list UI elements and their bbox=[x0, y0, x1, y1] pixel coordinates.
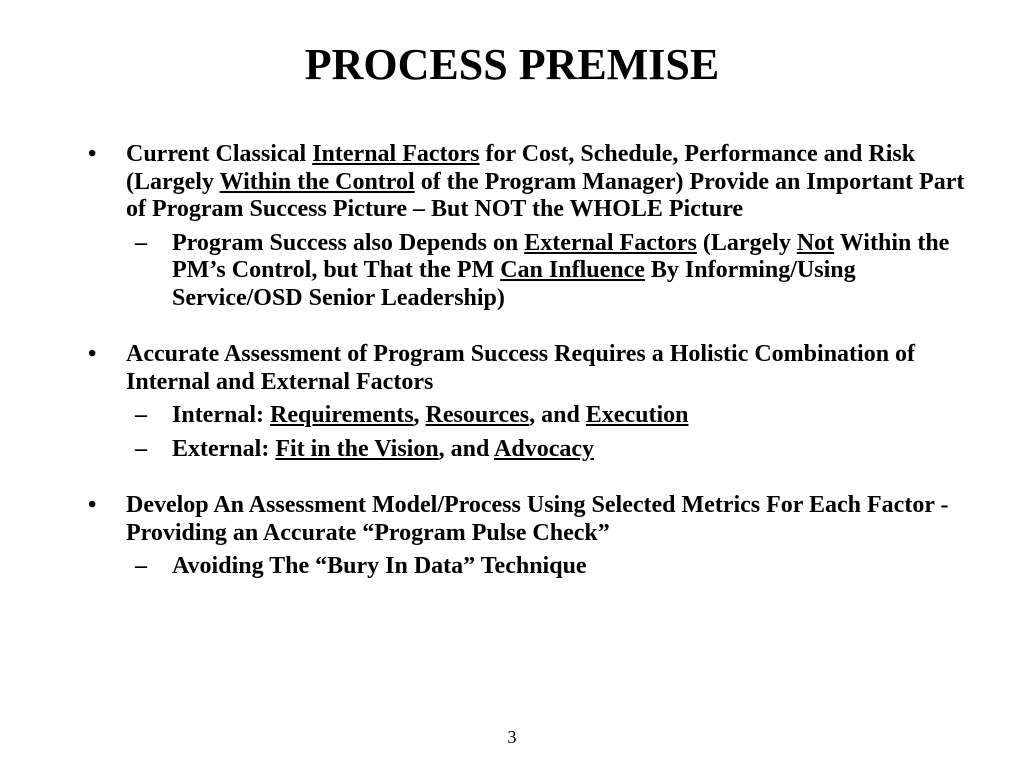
text-segment: Accurate Assessment of Program Success Requires a Holistic Combination of Internal and External Factors bbox=[126, 341, 916, 395]
text-segment: for Cost, Schedule, Performance and Risk (Largely bbox=[126, 141, 916, 195]
slide-body bbox=[88, 141, 968, 581]
text-segment: , and bbox=[529, 402, 586, 428]
bullet-marker: • bbox=[88, 141, 97, 167]
sub-bullet-marker: – bbox=[135, 229, 147, 256]
bullet-spacer bbox=[88, 312, 968, 341]
text-segment: Within the PM’s Control, but That the PM bbox=[172, 229, 950, 283]
underlined-text: Execution bbox=[585, 402, 689, 428]
text-segment: By Informing/Using Service/OSD Senior Leadership) bbox=[172, 257, 856, 311]
underlined-text: Requirements bbox=[270, 402, 414, 428]
slide-title: PROCESS PREMISE bbox=[304, 40, 720, 89]
underlined-text: Resources bbox=[425, 402, 530, 428]
text-segment: of the Program Manager) Provide an Important Part of Program Success Picture – But NOT the WHOLE Picture bbox=[126, 168, 965, 222]
underlined-text: Fit in the Vision bbox=[275, 435, 439, 462]
underlined-text: Internal Factors bbox=[312, 141, 480, 167]
text-segment: Avoiding The “Bury In Data” Technique bbox=[172, 553, 587, 579]
text-segment: Internal: bbox=[172, 402, 270, 428]
text-segment: , bbox=[413, 402, 426, 428]
bullet-item bbox=[88, 141, 968, 224]
sub-bullet-item bbox=[88, 230, 968, 313]
text-segment: Develop An Assessment Model/Process Using Selected Metrics For Each Factor - Providing an Accurate “Program Pulse Check” bbox=[126, 492, 949, 546]
bullet-marker: • bbox=[88, 492, 97, 518]
underlined-text: Advocacy bbox=[494, 435, 595, 462]
bullet-marker: • bbox=[88, 341, 97, 367]
sub-bullet-marker: – bbox=[135, 402, 147, 428]
sub-bullet-item bbox=[88, 436, 968, 464]
bullet-item bbox=[88, 492, 968, 547]
underlined-text: Can Influence bbox=[500, 257, 645, 283]
sub-bullet-marker: – bbox=[135, 553, 147, 579]
bullet-spacer bbox=[88, 463, 968, 492]
underlined-text: External Factors bbox=[524, 229, 697, 256]
text-segment: , and bbox=[438, 435, 495, 462]
underlined-text: Not bbox=[796, 229, 835, 256]
sub-bullet-item bbox=[88, 553, 968, 581]
text-segment: Current Classical bbox=[126, 141, 313, 167]
text-segment: External: bbox=[172, 435, 276, 462]
underlined-text: Within the Control bbox=[219, 168, 415, 195]
text-segment: Program Success also Depends on bbox=[172, 229, 525, 256]
bullet-item bbox=[88, 341, 968, 396]
page-number: 3 bbox=[507, 727, 517, 747]
text-segment: (Largely bbox=[696, 229, 797, 256]
sub-bullet-item bbox=[88, 402, 968, 430]
sub-bullet-marker: – bbox=[135, 435, 147, 462]
